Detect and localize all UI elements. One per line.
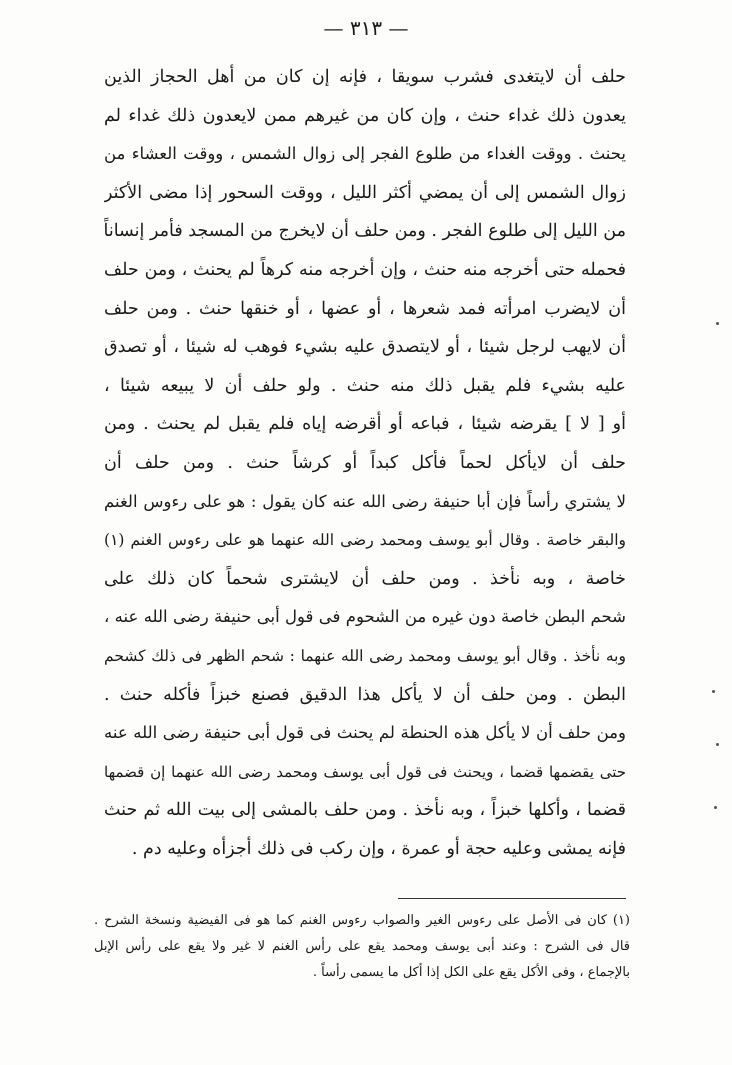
text-line: أو [ لا ] يقرضه شيئا ، فباعه أو أقرضه إياه فلم يقبل لم يحنث . ومن xyxy=(104,414,626,435)
footnote-line: بالإجماع ، وفى الأكل يقع على الكل إذا أكل ما يسمى رأساً . xyxy=(312,965,630,980)
footnote-line: (١) كان فى الأصل على رءوس الغير والصواب رءوس الغنم كما هو فى الفيضية ونسخة الشرح . xyxy=(94,913,630,928)
text-line: البطن . ومن حلف أن لا يأكل هذا الدقيق فصنع خبزاً فأكله حنث . xyxy=(104,684,626,705)
text-line: فإنه يمشى وعليه حجة أو عمرة ، وإن ركب فى ذلك أجزأه وعليه دم . xyxy=(131,838,626,859)
footnote xyxy=(94,908,630,986)
text-line: يعدون ذلك غداء حنث ، وإن كان من غيرهم ممن لايعدون ذلك غداء لم xyxy=(104,105,626,126)
text-line: من الليل إلى طلوع الفجر . ومن حلف أن لايخرج من المسجد فأمر إنساناً xyxy=(104,221,626,242)
body-text xyxy=(104,58,626,868)
scan-speck xyxy=(714,806,717,809)
text-line: خاصة ، وبه نأخذ . ومن حلف أن لايشترى شحماً كان ذلك على xyxy=(104,568,626,589)
text-line: لا يشتري رأساً فإن أبا حنيفة رضى الله عنه كان يقول : هو على رءوس الغنم xyxy=(104,491,626,511)
text-line: فحمله حتى أخرجه منه حنث ، وإن أخرجه منه كرهاً لم يحنث ، ومن حلف xyxy=(104,259,626,280)
text-line: عليه بشيء فلم يقبل ذلك منه حنث . ولو حلف أن لا يبيعه شيئا ، xyxy=(104,375,626,396)
text-line: أن لايهب لرجل شيئا ، أو لايتصدق عليه بشيء فوهب له شيئا ، أو تصدق xyxy=(104,337,626,358)
text-line: يحنث . ووقت الغداء من طلوع الفجر إلى زوال الشمس ، ووقت العشاء من xyxy=(104,144,626,164)
text-line: زوال الشمس إلى أن يمضي أكثر الليل ، ووقت السحور إذا مضى الأكثر xyxy=(104,182,626,203)
text-line: حلف أن لايأكل لحماً فأكل كبداً أو كرشاً حنث . ومن حلف أن xyxy=(104,452,626,473)
text-line: قضما ، وأكلها خبزاً ، وبه نأخذ . ومن حلف بالمشى إلى بيت الله ثم حنث xyxy=(104,800,626,821)
footnote-separator xyxy=(398,898,626,899)
scan-speck xyxy=(716,743,719,746)
scan-speck xyxy=(716,322,719,325)
text-line: شحم البطن خاصة دون غيره من الشحوم فى قول أبى حنيفة رضى الله عنه ، xyxy=(104,607,626,627)
text-line: أن لايضرب امرأته فمد شعرها ، أو عضها ، أو خنقها حنث . ومن حلف xyxy=(104,298,626,319)
text-line: حتى يقضمها قضما ، ويحنث فى قول أبى يوسف ومحمد رضى الله عنهما إن قضمها xyxy=(104,762,626,781)
text-line: ومن حلف أن لا يأكل هذه الحنطة لم يحنث فى قول أبى حنيفة رضى الله عنه xyxy=(104,723,626,743)
text-line: حلف أن لايتغدى فشرب سويقا ، فإنه إن كان من أهل الحجاز الذين xyxy=(104,67,626,87)
text-line: والبقر خاصة . وقال أبو يوسف ومحمد رضى الله عنهما هو على رءوس الغنم (١) xyxy=(104,531,626,550)
page-number: — ٣١٣ — xyxy=(323,16,409,40)
text-line: وبه نأخذ . وقال أبو يوسف ومحمد رضى الله عنهما : شحم الظهر فى ذلك كشحم xyxy=(104,646,626,665)
scan-speck xyxy=(712,690,715,693)
footnote-line: قال فى الشرح : وعند أبى يوسف ومحمد يقع على رأس الغنم لا غير ولا يقع على رأس الإبل xyxy=(94,939,630,954)
